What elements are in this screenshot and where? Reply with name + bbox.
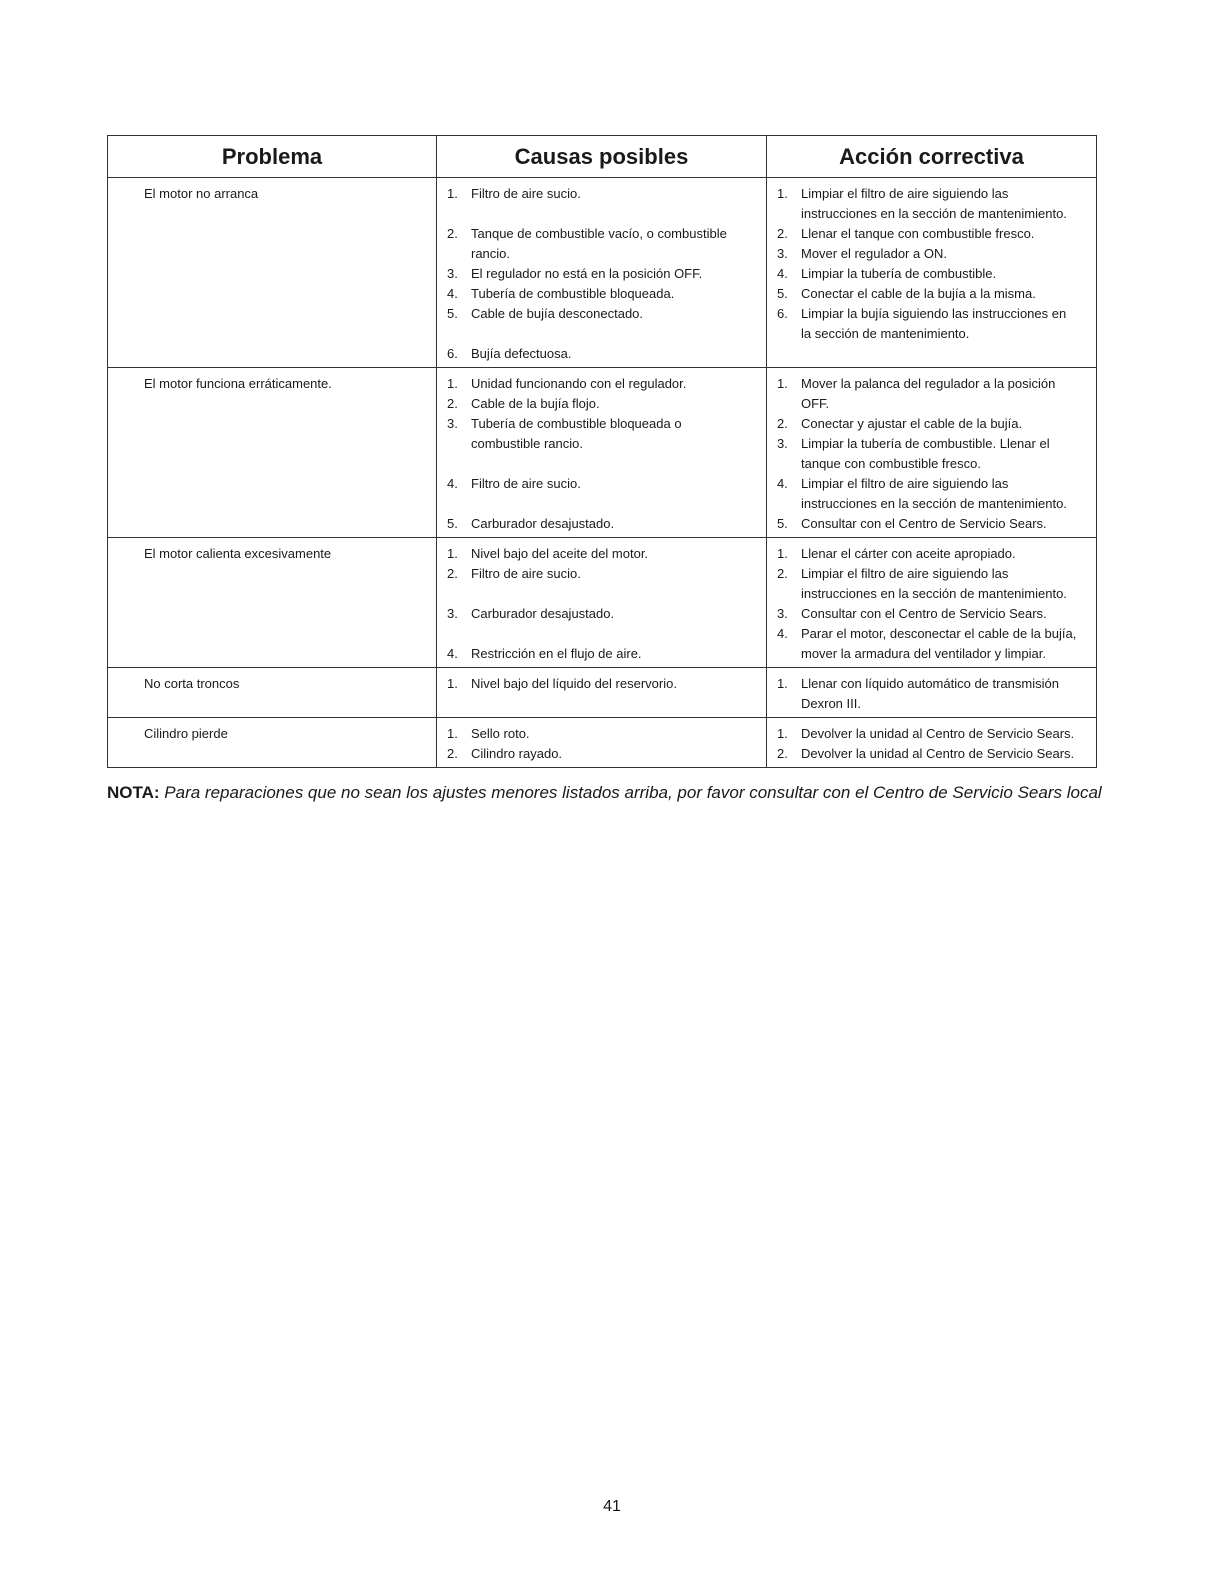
- cause-text: [471, 394, 760, 414]
- action-line: Consultar con el Centro de Servicio Sears.: [801, 606, 1047, 621]
- action-text: [801, 544, 1090, 564]
- cause-text: [471, 224, 760, 264]
- action-number: 1.: [777, 676, 788, 691]
- action-line: tanque con combustible fresco.: [801, 456, 981, 471]
- action-item: [773, 184, 1090, 224]
- note-text: Para reparaciones que no sean los ajustes menores listados arriba, por favor consultar con el Centro de Servicio Sears local: [164, 783, 1102, 802]
- cause-text: [471, 374, 760, 394]
- header-causes: Causas posibles: [437, 136, 767, 178]
- cause-line: Tanque de combustible vacío, o combustible: [471, 226, 727, 241]
- table-row: [108, 668, 1097, 718]
- action-text: [801, 264, 1090, 284]
- action-number: 1.: [777, 546, 788, 561]
- cause-number: 1.: [447, 546, 458, 561]
- note: [107, 782, 1107, 804]
- actions-cell: [767, 718, 1097, 768]
- cause-item: [443, 604, 760, 624]
- cause-line: Filtro de aire sucio.: [471, 476, 581, 491]
- action-text: [801, 284, 1090, 304]
- action-item: [773, 674, 1090, 714]
- action-number: 2.: [777, 566, 788, 581]
- action-text: [801, 474, 1090, 514]
- action-line: instrucciones en la sección de mantenimiento.: [801, 586, 1067, 601]
- cause-item: [443, 414, 760, 454]
- action-line: Limpiar la bujía siguiendo las instrucciones en: [801, 306, 1067, 321]
- cause-item: [443, 224, 760, 264]
- cause-item: [443, 374, 760, 394]
- cause-line: Tubería de combustible bloqueada o: [471, 416, 682, 431]
- action-line: Llenar el cárter con aceite apropiado.: [801, 546, 1016, 561]
- action-item: [773, 474, 1090, 514]
- action-line: la sección de mantenimiento.: [801, 326, 970, 341]
- action-item: [773, 224, 1090, 244]
- action-item: [773, 564, 1090, 604]
- actions-cell: [767, 538, 1097, 668]
- action-line: Conectar el cable de la bujía a la misma.: [801, 286, 1036, 301]
- causes-cell: [437, 178, 767, 368]
- cause-text: [471, 564, 760, 584]
- cause-line: Filtro de aire sucio.: [471, 186, 581, 201]
- cause-number: 4.: [447, 646, 458, 661]
- action-number: 2.: [777, 226, 788, 241]
- cause-item: [443, 544, 760, 564]
- action-item: [773, 244, 1090, 264]
- action-number: 3.: [777, 606, 788, 621]
- cause-line: El regulador no está en la posición OFF.: [471, 266, 703, 281]
- action-line: Dexron III.: [801, 696, 861, 711]
- cause-number: 2.: [447, 746, 458, 761]
- action-item: [773, 544, 1090, 564]
- action-text: [801, 414, 1090, 434]
- list-spacer: [443, 204, 760, 224]
- cause-line: Cable de bujía desconectado.: [471, 306, 644, 321]
- cause-item: [443, 184, 760, 204]
- list-spacer: [443, 624, 760, 644]
- cause-number: 3.: [447, 416, 458, 431]
- table-header-row: [108, 136, 1097, 178]
- cause-number: 6.: [447, 346, 458, 361]
- cause-text: [471, 744, 760, 764]
- cause-item: [443, 744, 760, 764]
- cause-text: [471, 304, 760, 324]
- action-line: OFF.: [801, 396, 830, 411]
- note-label: NOTA:: [107, 783, 160, 802]
- action-line: Devolver la unidad al Centro de Servicio Sears.: [801, 746, 1075, 761]
- cause-line: Cable de la bujía flojo.: [471, 396, 600, 411]
- table-row: [108, 538, 1097, 668]
- action-text: [801, 564, 1090, 604]
- cause-text: [471, 604, 760, 624]
- action-text: [801, 744, 1090, 764]
- cause-text: [471, 344, 760, 364]
- action-line: Parar el motor, desconectar el cable de la bujía,: [801, 626, 1077, 641]
- cause-item: [443, 514, 760, 534]
- cause-item: [443, 284, 760, 304]
- problem-cell: [108, 718, 437, 768]
- action-line: Conectar y ajustar el cable de la bujía.: [801, 416, 1023, 431]
- cause-line: Nivel bajo del aceite del motor.: [471, 546, 649, 561]
- cause-number: 2.: [447, 226, 458, 241]
- action-line: instrucciones en la sección de mantenimiento.: [801, 496, 1067, 511]
- action-text: [801, 374, 1090, 414]
- cause-number: 2.: [447, 396, 458, 411]
- table-row: [108, 718, 1097, 768]
- action-text: [801, 184, 1090, 224]
- action-line: Limpiar el filtro de aire siguiendo las: [801, 186, 1009, 201]
- action-number: 3.: [777, 246, 788, 261]
- cause-line: rancio.: [471, 246, 511, 261]
- cause-line: Filtro de aire sucio.: [471, 566, 581, 581]
- page-number: 41: [603, 1498, 621, 1515]
- cause-line: combustible rancio.: [471, 436, 583, 451]
- cause-number: 2.: [447, 566, 458, 581]
- cause-line: Nivel bajo del líquido del reservorio.: [471, 676, 677, 691]
- actions-cell: [767, 178, 1097, 368]
- cause-text: [471, 184, 760, 204]
- cause-text: [471, 284, 760, 304]
- action-line: instrucciones en la sección de mantenimiento.: [801, 206, 1067, 221]
- action-line: Limpiar la tubería de combustible.: [801, 266, 997, 281]
- causes-cell: [437, 368, 767, 538]
- action-item: [773, 264, 1090, 284]
- cause-text: [471, 514, 760, 534]
- cause-item: [443, 564, 760, 584]
- problem-cell: [108, 538, 437, 668]
- cause-line: Sello roto.: [471, 726, 530, 741]
- cause-line: Carburador desajustado.: [471, 606, 615, 621]
- problem-text: El motor no arranca: [144, 186, 259, 201]
- cause-line: Bujía defectuosa.: [471, 346, 572, 361]
- cause-item: [443, 644, 760, 664]
- action-line: mover la armadura del ventilador y limpiar.: [801, 646, 1046, 661]
- cause-item: [443, 344, 760, 364]
- action-number: 1.: [777, 186, 788, 201]
- cause-text: [471, 724, 760, 744]
- action-line: Mover el regulador a ON.: [801, 246, 947, 261]
- action-line: Llenar el tanque con combustible fresco.: [801, 226, 1035, 241]
- problem-text: El motor funciona erráticamente.: [144, 376, 332, 391]
- action-number: 2.: [777, 746, 788, 761]
- cause-item: [443, 474, 760, 494]
- problem-text: No corta troncos: [144, 676, 240, 691]
- cause-text: [471, 264, 760, 284]
- action-number: 3.: [777, 436, 788, 451]
- action-item: [773, 514, 1090, 534]
- causes-cell: [437, 668, 767, 718]
- cause-number: 4.: [447, 286, 458, 301]
- problem-text: El motor calienta excesivamente: [144, 546, 332, 561]
- cause-number: 3.: [447, 606, 458, 621]
- list-spacer: [443, 324, 760, 344]
- cause-number: 1.: [447, 186, 458, 201]
- list-spacer: [443, 584, 760, 604]
- cause-number: 5.: [447, 516, 458, 531]
- cause-number: 4.: [447, 476, 458, 491]
- action-text: [801, 224, 1090, 244]
- action-text: [801, 724, 1090, 744]
- cause-line: Restricción en el flujo de aire.: [471, 646, 642, 661]
- action-line: Devolver la unidad al Centro de Servicio Sears.: [801, 726, 1075, 741]
- causes-cell: [437, 538, 767, 668]
- list-spacer: [443, 494, 760, 514]
- cause-number: 1.: [447, 676, 458, 691]
- action-number: 6.: [777, 306, 788, 321]
- action-text: [801, 304, 1090, 344]
- action-line: Llenar con líquido automático de transmisión: [801, 676, 1059, 691]
- action-item: [773, 284, 1090, 304]
- cause-item: [443, 394, 760, 414]
- cause-item: [443, 264, 760, 284]
- cause-line: Tubería de combustible bloqueada.: [471, 286, 675, 301]
- cause-line: Cilindro rayado.: [471, 746, 563, 761]
- action-text: [801, 434, 1090, 474]
- causes-cell: [437, 718, 767, 768]
- table-row: [108, 178, 1097, 368]
- header-action: Acción correctiva: [767, 136, 1097, 178]
- cause-number: 5.: [447, 306, 458, 321]
- cause-item: [443, 724, 760, 744]
- action-line: Limpiar el filtro de aire siguiendo las: [801, 566, 1009, 581]
- action-text: [801, 624, 1090, 664]
- cause-line: Unidad funcionando con el regulador.: [471, 376, 687, 391]
- cause-text: [471, 644, 760, 664]
- action-number: 2.: [777, 416, 788, 431]
- cause-text: [471, 414, 760, 454]
- problem-cell: [108, 178, 437, 368]
- action-text: [801, 674, 1090, 714]
- action-text: [801, 514, 1090, 534]
- action-line: Mover la palanca del regulador a la posición: [801, 376, 1056, 391]
- table-body: [108, 178, 1097, 768]
- action-item: [773, 374, 1090, 414]
- problem-cell: [108, 668, 437, 718]
- problem-cell: [108, 368, 437, 538]
- action-item: [773, 624, 1090, 664]
- actions-cell: [767, 368, 1097, 538]
- list-spacer: [443, 454, 760, 474]
- action-text: [801, 244, 1090, 264]
- action-number: 1.: [777, 726, 788, 741]
- cause-number: 1.: [447, 376, 458, 391]
- action-number: 4.: [777, 626, 788, 641]
- problem-text: Cilindro pierde: [144, 726, 228, 741]
- cause-number: 1.: [447, 726, 458, 741]
- cause-number: 3.: [447, 266, 458, 281]
- cause-text: [471, 474, 760, 494]
- table-row: [108, 368, 1097, 538]
- action-line: Limpiar el filtro de aire siguiendo las: [801, 476, 1009, 491]
- action-line: Limpiar la tubería de combustible. Llenar el: [801, 436, 1050, 451]
- action-text: [801, 604, 1090, 624]
- cause-item: [443, 674, 760, 694]
- action-line: Consultar con el Centro de Servicio Sears.: [801, 516, 1047, 531]
- action-item: [773, 304, 1090, 344]
- action-number: 5.: [777, 516, 788, 531]
- actions-cell: [767, 668, 1097, 718]
- action-number: 4.: [777, 266, 788, 281]
- cause-item: [443, 304, 760, 324]
- cause-text: [471, 674, 760, 694]
- action-number: 4.: [777, 476, 788, 491]
- action-item: [773, 414, 1090, 434]
- cause-line: Carburador desajustado.: [471, 516, 615, 531]
- action-number: 5.: [777, 286, 788, 301]
- action-item: [773, 434, 1090, 474]
- action-item: [773, 744, 1090, 764]
- action-item: [773, 604, 1090, 624]
- troubleshooting-table: [107, 135, 1097, 768]
- cause-text: [471, 544, 760, 564]
- action-number: 1.: [777, 376, 788, 391]
- header-problem: Problema: [108, 136, 437, 178]
- action-item: [773, 724, 1090, 744]
